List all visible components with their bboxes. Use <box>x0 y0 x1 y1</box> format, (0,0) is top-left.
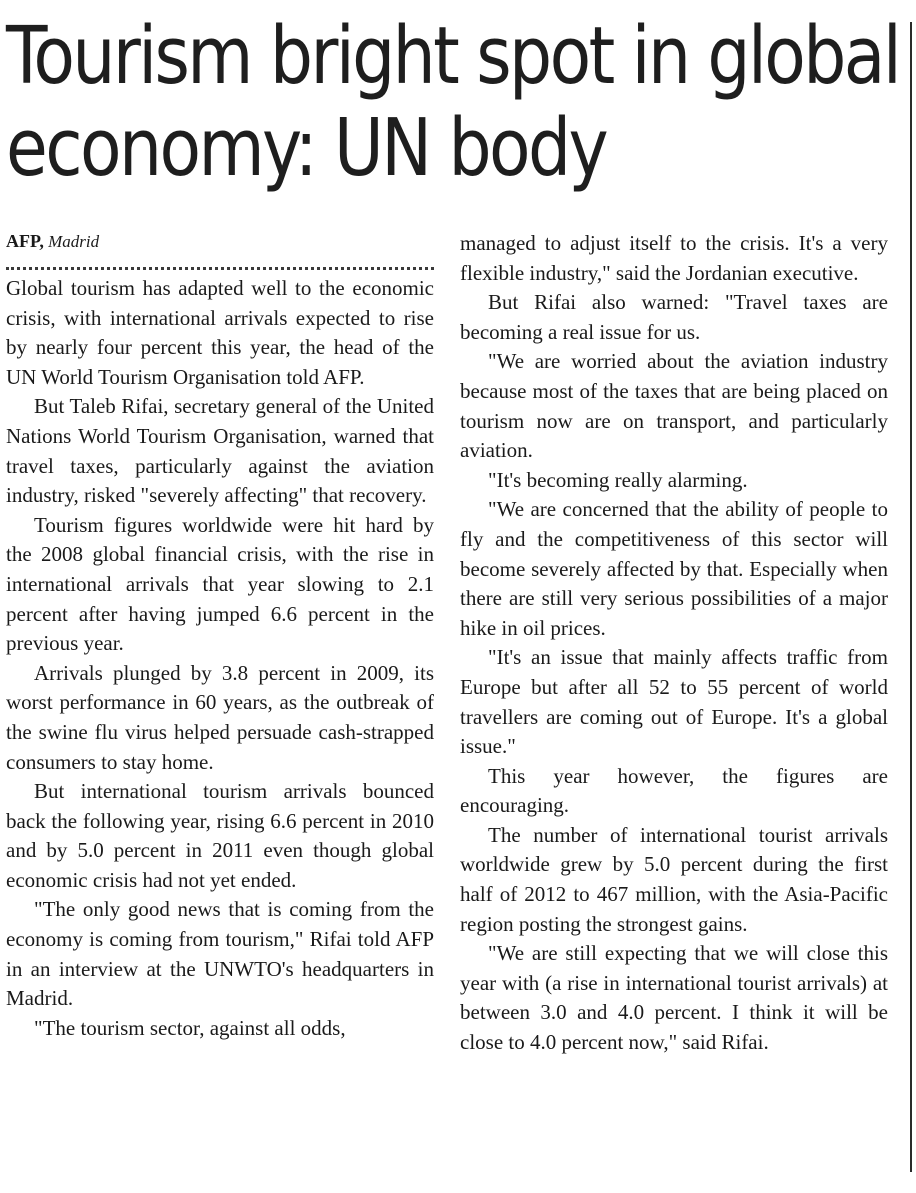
paragraph: The number of international tourist arrivals worldwide grew by 5.0 percent during the first half of 2012 to 467 million, with the Asia-Pacific region posting the strongest gains. <box>460 822 888 936</box>
headline <box>6 10 900 194</box>
paragraph: This year however, the figures are encouraging. <box>460 763 888 818</box>
paragraph: But Taleb Rifai, secretary general of the United Nations World Tourism Organisation, warned that travel taxes, particularly against the aviation industry, risked "severely affecting" that recovery. <box>6 394 434 508</box>
paragraph: "We are worried about the aviation industry because most of the taxes that are being placed on tourism now are on transport, and particularly aviation. <box>460 349 888 463</box>
paragraph: Global tourism has adapted well to the economic crisis, with international arrivals expected to rise by nearly four percent this year, the head of the UN World Tourism Organisation told AFP. <box>6 276 434 389</box>
paragraph: Arrivals plunged by 3.8 percent in 2009, its worst performance in 60 years, as the outbreak of the swine flu virus helped persuade cash-strapped consumers to stay home. <box>6 660 434 774</box>
paragraph: "It's becoming really alarming. <box>488 467 748 492</box>
paragraph: But Rifai also warned: "Travel taxes are becoming a real issue for us. <box>460 290 888 344</box>
byline-agency: AFP, <box>6 231 44 251</box>
article-column-left <box>6 227 434 1043</box>
paragraph: "We are concerned that the ability of people to fly and the competitiveness of this sector will become severely affected by that. Especially when there are still very serious possibilities of a major hike in oil prices. <box>460 497 888 640</box>
paragraph: managed to adjust itself to the crisis. It's a very flexible industry," said the Jordanian executive. <box>460 231 888 285</box>
paragraph: "We are still expecting that we will close this year with (a rise in international tourist arrivals) at between 3.0 and 4.0 percent. I think it will be close to 4.0 percent now," said Rifai. <box>460 941 888 1055</box>
headline-line-2: economy: UN body <box>6 102 607 194</box>
paragraph: But international tourism arrivals bounced back the following year, rising 6.6 percent in 2010 and by 5.0 percent in 2011 even though global economic crisis had not yet ended. <box>6 779 434 892</box>
headline-line-1: Tourism bright spot in global <box>6 10 900 102</box>
paragraph: "The tourism sector, against all odds, <box>34 1015 346 1040</box>
paragraph: "It's an issue that mainly affects traffic from Europe but after all 52 to 55 percent of world travellers are coming out of Europe. It's a global issue." <box>460 645 888 759</box>
dotted-divider <box>6 257 434 270</box>
byline-place: Madrid <box>48 232 100 251</box>
paragraph: "The only good news that is coming from the economy is coming from tourism," Rifai told AFP in an interview at the UNWTO's headquarters in Madrid. <box>6 897 434 1011</box>
byline <box>6 227 434 257</box>
column-rule <box>910 22 912 1172</box>
article-column-right <box>460 229 888 1058</box>
paragraph: Tourism figures worldwide were hit hard by the 2008 global financial crisis, with the rise in international arrivals that year slowing to 2.1 percent after having jumped 6.6 percent in the previous year. <box>6 512 434 656</box>
